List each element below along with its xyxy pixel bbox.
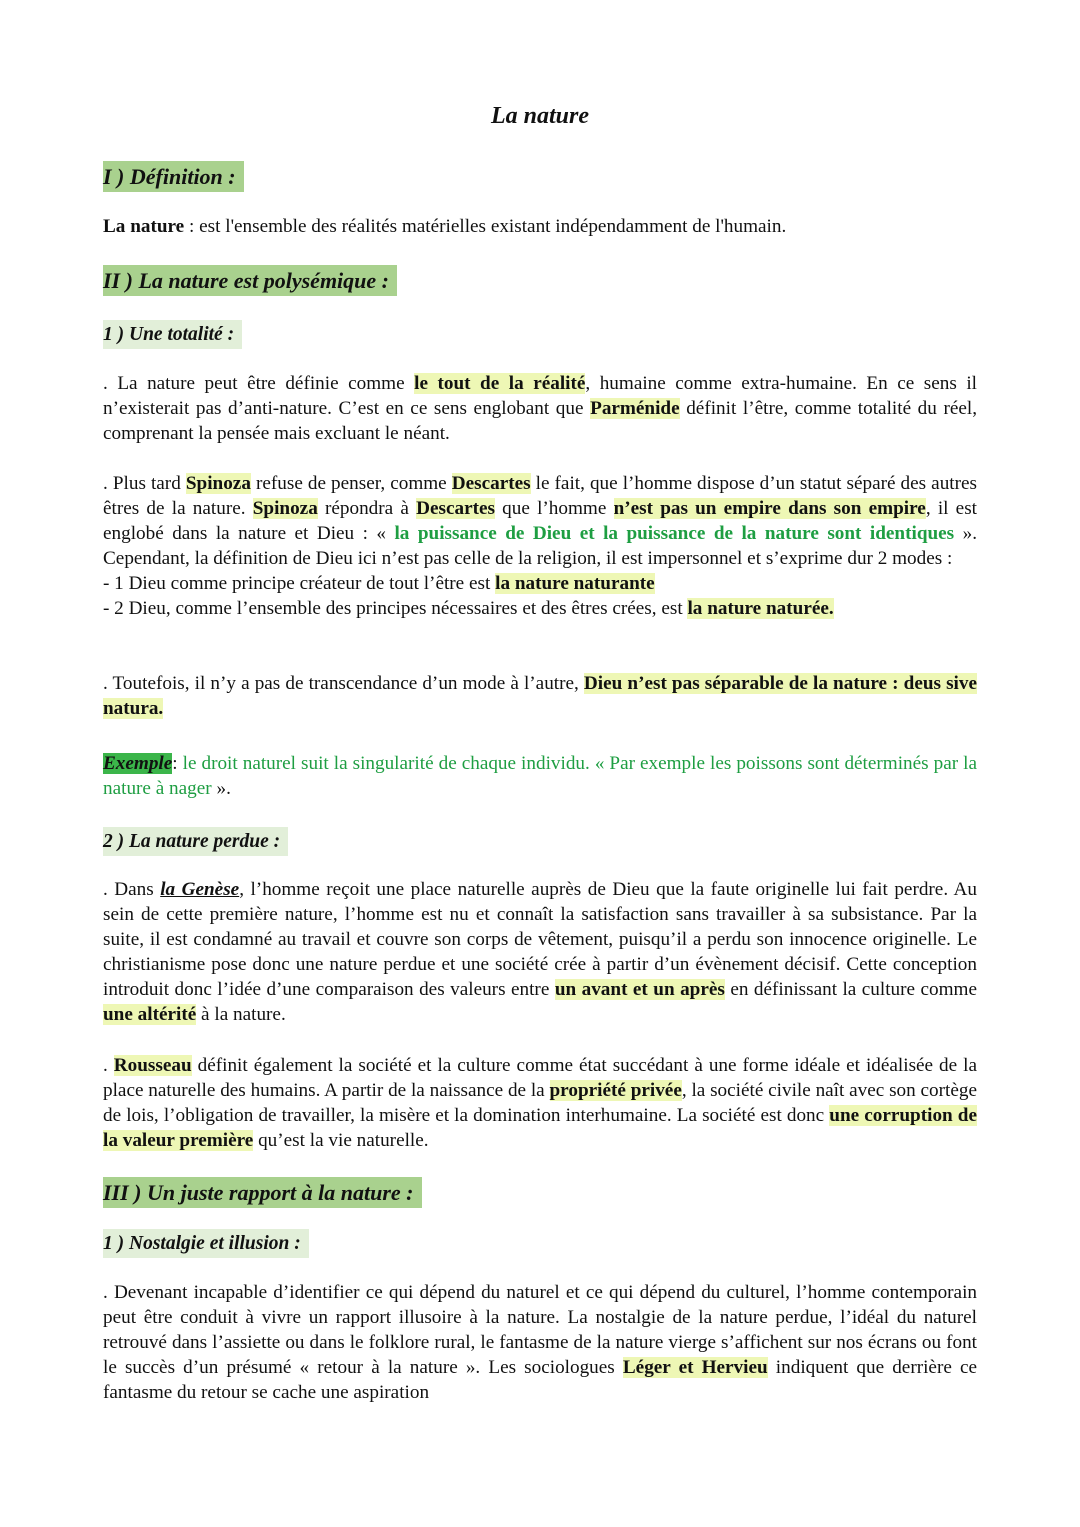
highlight-term: Dieu n’est pas séparable de la nature : deus sive natura. [103, 673, 977, 719]
example-tag: Exemple [103, 753, 173, 774]
book-title: la Genèse [160, 879, 240, 900]
paragraph-nature-perdue-2: . Rousseau définit également la société et la culture comme état succédant à une forme idéale et idéalisée de la place naturelle des humains. A partir de la naissance de la propriété privée, la société civile naît avec son cortège de lois, l’obligation de travailler, la misère et la domination interhumaine. La société est donc une corruption de la valeur première qu’est la vie naturelle. [103, 1055, 978, 1151]
highlight-term: le tout de la réalité [414, 373, 586, 394]
page-title: La nature [490, 103, 589, 129]
section-heading-polysemique: II ) La nature est polysémique : [103, 265, 397, 296]
highlight-term: Descartes [451, 473, 531, 494]
paragraph-totalite-2: . Plus tard Spinoza refuse de penser, comme Descartes le fait, que l’homme dispose d’un statut séparé des autres êtres de la nature. Spinoza répondra à Descartes que l’homme n’est pas un empire dans son empire, il est englobé dans la nature et Dieu : « la puissance de Dieu et la puissance de la nature sont identiques ». Cependant, la définition de Dieu ici n’est pas celle de la religion, il est impersonnel et s’exprime dur 2 modes : - 1 Dieu comme principe créateur de tout l’être est la nature naturante - 2 Dieu, comme l’ensemble des principes nécessaires et des êtres crées, est la nature naturée. [103, 473, 978, 619]
example-text: le droit naturel suit la singularité de chaque individu. « Par exemple les poissons sont déterminés par la nature à nager [103, 753, 977, 799]
list-item-2: - 2 Dieu, comme l’ensemble des principes nécessaires et des êtres crées, est la nature naturée. [103, 598, 834, 619]
highlight-term: Léger et Hervieu [622, 1357, 768, 1378]
highlight-term: une corruption de la valeur première [103, 1105, 977, 1151]
highlight-term: Spinoza [185, 473, 251, 494]
section-heading-definition: I ) Définition : [103, 161, 244, 192]
paragraph-totalite-3: . Toutefois, il n’y a pas de transcendance d’un mode à l’autre, Dieu n’est pas séparable de la nature : deus sive natura. [103, 673, 977, 719]
highlight-term: un avant et un après [554, 979, 725, 1000]
list-item-1: - 1 Dieu comme principe créateur de tout l’être est la nature naturante [103, 573, 655, 594]
definition-term: La nature [103, 216, 185, 237]
definition-text: : est l'ensemble des réalités matérielles existant indépendamment de l'humain. [184, 216, 787, 237]
highlight-term: propriété privée [549, 1080, 682, 1101]
example-paragraph: Exemple: le droit naturel suit la singularité de chaque individu. « Par exemple les poissons sont déterminés par la nature à nager ». [103, 753, 977, 799]
highlight-term: une altérité [103, 1004, 197, 1025]
highlight-term: Rousseau [113, 1055, 192, 1076]
subsection-heading-nature-perdue: 2 ) La nature perdue : [103, 827, 288, 856]
highlight-term: Spinoza [252, 498, 318, 519]
definition-paragraph [103, 214, 977, 239]
subsection-heading-totalite: 1 ) Une totalité : [103, 320, 242, 349]
quote-green: la puissance de Dieu et la puissance de la nature sont identiques [394, 523, 955, 544]
highlight-term: la nature naturée. [687, 598, 834, 619]
paragraph-nostalgie-1: . Devenant incapable d’identifier ce qui dépend du naturel et ce qui dépend du culturel, l’homme contemporain peut être conduit à vivre un rapport illusoire à la nature. La nostalgie de la nature perdue, l’idéal du naturel retrouvé dans l’assiette ou dans le folklore rural, le fantasme de la nature vierge s’affichent sur nos écrans ou font le succès d’un présumé « retour à la nature ». Les sociologues Léger et Hervieu indiquent que derrière ce fantasme du retour se cache une aspiration [103, 1282, 978, 1403]
paragraph-totalite-1: . La nature peut être définie comme le tout de la réalité, humaine comme extra-humaine. En ce sens il n’existerait pas d’anti-nature. C’est en ce sens englobant que Parménide définit l’être, comme totalité du réel, comprenant la pensée mais excluant le néant. [103, 373, 977, 444]
section-heading-juste-rapport: III ) Un juste rapport à la nature : [103, 1177, 422, 1208]
highlight-term: n’est pas un empire dans son empire [613, 498, 926, 519]
paragraph-nature-perdue-1: . Dans la Genèse, l’homme reçoit une place naturelle auprès de Dieu que la faute originelle lui fait perdre. Au sein de cette première nature, l’homme est nu et connaît la satisfaction sans travailler à sa subsistance. Par la suite, il est condamné au travail et couvre son corps de vêtement, puisqu’il a perdu son innocence originelle. Le christianisme pose donc une nature perdue et une société crée à partir d’un évènement décisif. Cette conception introduit donc l’idée d’une comparaison des valeurs entre un avant et un après en définissant la culture comme une altérité à la nature. [103, 879, 978, 1025]
subsection-heading-nostalgie: 1 ) Nostalgie et illusion : [103, 1229, 309, 1258]
highlight-term: Parménide [590, 398, 680, 419]
highlight-term: la nature naturante [495, 573, 655, 594]
highlight-term: Descartes [416, 498, 495, 519]
